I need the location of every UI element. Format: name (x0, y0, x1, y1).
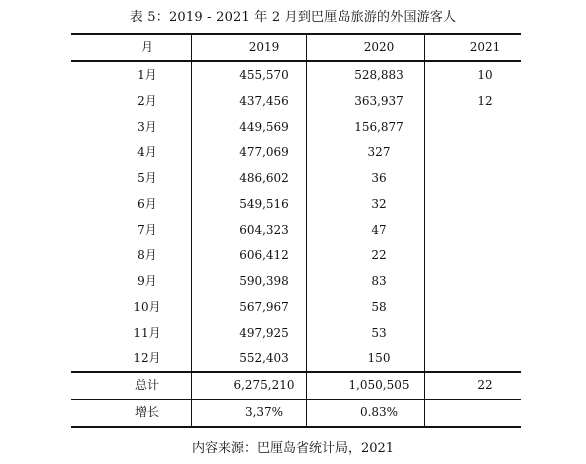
column-divider-2 (306, 33, 307, 428)
growth-2021 (449, 399, 521, 425)
cell-2020: 528,883 (354, 68, 404, 82)
cell-month: 10月 (133, 299, 161, 314)
cell-2021 (449, 345, 521, 371)
total-2020: 1,050,505 (348, 378, 410, 392)
growth-2019: 3,37% (244, 405, 284, 419)
table-row (71, 217, 521, 243)
header-2020: 2020 (363, 40, 395, 54)
table-row (71, 114, 521, 140)
cell-2021 (449, 242, 521, 268)
cell-month: 1月 (137, 68, 157, 82)
cell-month: 8月 (137, 248, 157, 263)
cell-2021 (449, 191, 521, 217)
cell-month: 9月 (137, 274, 157, 288)
cell-month: 2月 (137, 93, 157, 108)
total-label: 总计 (134, 378, 159, 392)
cell-2019: 549,516 (239, 196, 289, 211)
cell-2019: 552,403 (239, 351, 289, 366)
growth-row (71, 399, 521, 425)
table-row (71, 139, 521, 165)
cell-2019: 486,602 (239, 171, 289, 185)
header-month: 月 (140, 40, 153, 54)
cell-2019: 497,925 (239, 325, 289, 340)
cell-2020: 83 (371, 274, 387, 288)
table-row (71, 165, 521, 191)
cell-2021 (449, 139, 521, 165)
cell-month: 7月 (137, 222, 157, 237)
cell-2020: 36 (371, 171, 387, 185)
table-caption: 表 5：2019 - 2021 年 2 月到巴厘岛旅游的外国游客人 (129, 10, 457, 25)
total-2021: 22 (477, 378, 493, 392)
cell-2021 (449, 294, 521, 320)
cell-2019: 567,967 (239, 299, 289, 314)
header-2021: 2021 (469, 40, 501, 54)
cell-month: 11月 (133, 325, 161, 340)
cell-2021 (449, 217, 521, 243)
cell-2021 (449, 268, 521, 294)
cell-2019: 477,069 (239, 145, 289, 160)
cell-2019: 449,569 (239, 119, 289, 134)
cell-2021 (449, 165, 521, 191)
cell-2019: 590,398 (239, 274, 289, 288)
cell-2021: 10 (477, 68, 493, 82)
source-note: 内容来源：巴厘岛省统计局，2021 (191, 441, 395, 456)
cell-2021: 12 (477, 93, 493, 108)
total-2019: 6,275,210 (233, 378, 295, 392)
cell-month: 3月 (137, 119, 157, 134)
cell-2020: 150 (367, 351, 391, 366)
table-row (71, 191, 521, 217)
cell-2020: 58 (371, 299, 387, 314)
table-row (71, 345, 521, 371)
cell-month: 5月 (137, 171, 157, 185)
total-row (71, 372, 521, 398)
cell-2020: 47 (371, 222, 387, 237)
table-bottom-rule (71, 426, 521, 428)
cell-2020: 156,877 (354, 119, 404, 134)
growth-label: 增长 (134, 405, 159, 419)
cell-2019: 606,412 (239, 248, 289, 263)
cell-month: 6月 (137, 196, 157, 211)
table-row (71, 294, 521, 320)
cell-2020: 327 (367, 145, 391, 160)
table-row (71, 268, 521, 294)
cell-month: 4月 (137, 145, 157, 160)
growth-2020: 0.83% (359, 405, 399, 419)
cell-2020: 363,937 (354, 93, 404, 108)
cell-2019: 437,456 (239, 93, 289, 108)
cell-2020: 32 (371, 196, 387, 211)
header-2019: 2019 (248, 40, 280, 54)
cell-2019: 604,323 (239, 222, 289, 237)
cell-2020: 22 (371, 248, 387, 263)
table-row (71, 62, 521, 88)
cell-2019: 455,570 (239, 68, 289, 82)
cell-month: 12月 (133, 351, 161, 366)
column-divider-1 (191, 33, 192, 428)
column-divider-3 (424, 33, 425, 428)
cell-2021 (449, 114, 521, 140)
cell-2020: 53 (371, 325, 387, 340)
cell-2021 (449, 320, 521, 346)
table-row (71, 88, 521, 114)
table-row (71, 320, 521, 346)
table-header-row (71, 34, 521, 60)
table-row (71, 242, 521, 268)
